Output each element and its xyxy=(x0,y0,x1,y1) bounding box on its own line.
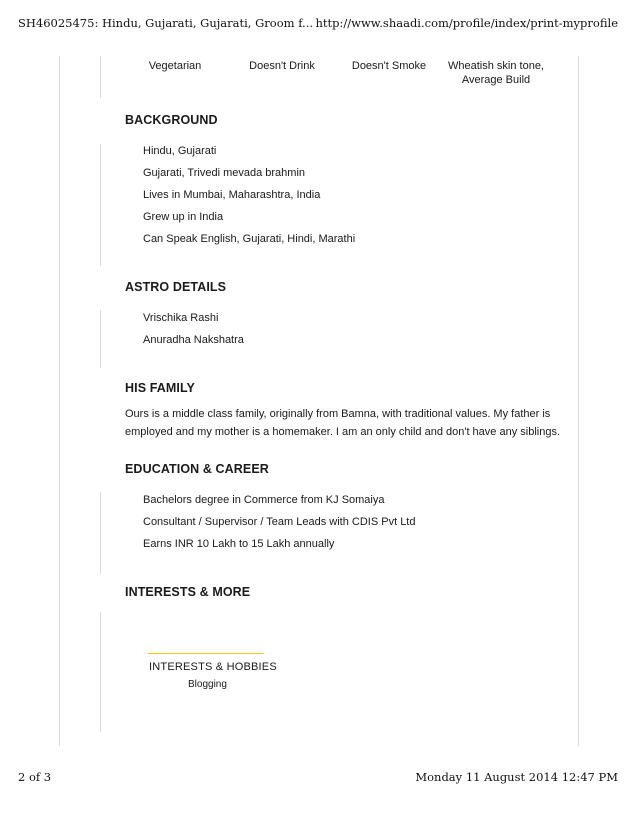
hobbies-heading: INTERESTS & HOBBIES xyxy=(149,661,277,673)
background-item: Grew up in India xyxy=(143,211,224,223)
appearance-line-1: Wheatish skin tone, xyxy=(448,60,544,72)
appearance-value xyxy=(444,59,548,87)
print-header-title: SH46025475: Hindu, Gujarati, Gujarati, Groom f... xyxy=(18,16,314,30)
family-title: HIS FAMILY xyxy=(125,381,195,395)
education-item: Consultant / Supervisor / Team Leads with CDIS Pvt Ltd xyxy=(143,516,416,528)
background-item: Can Speak English, Gujarati, Hindi, Marathi xyxy=(143,233,356,245)
print-datetime: Monday 11 August 2014 12:47 PM xyxy=(415,770,618,784)
print-header xyxy=(0,16,638,34)
education-item: Earns INR 10 Lakh to 15 Lakh annually xyxy=(143,538,335,550)
smoke-value: Doesn't Smoke xyxy=(351,60,427,72)
background-item: Hindu, Gujarati xyxy=(143,145,217,157)
astro-title: ASTRO DETAILS xyxy=(125,280,227,294)
page-left-border xyxy=(59,56,60,746)
print-header-url: http://www.shaadi.com/profile/index/print-myprofile xyxy=(315,16,618,30)
family-description xyxy=(125,405,565,441)
page-right-border xyxy=(578,56,579,746)
astro-item: Vrischika Rashi xyxy=(143,312,219,324)
education-item: Bachelors degree in Commerce from KJ Somaiya xyxy=(143,494,385,506)
background-item: Gujarati, Trivedi mevada brahmin xyxy=(143,167,306,179)
hobby-item: Blogging xyxy=(188,679,227,690)
background-title: BACKGROUND xyxy=(125,113,218,127)
astro-divider xyxy=(100,310,101,368)
interests-title: INTERESTS & MORE xyxy=(125,585,251,599)
background-divider xyxy=(100,144,101,266)
drink-value: Doesn't Drink xyxy=(249,60,315,72)
family-line-2: employed and my mother is a homemaker. I am an only child and don't have any siblings. xyxy=(125,426,560,438)
summary-divider xyxy=(100,56,101,98)
astro-item: Anuradha Nakshatra xyxy=(143,334,244,346)
interests-divider xyxy=(100,612,101,732)
background-item: Lives in Mumbai, Maharashtra, India xyxy=(143,189,321,201)
summary-row xyxy=(118,59,578,99)
diet-value: Vegetarian xyxy=(148,60,202,72)
family-line-1: Ours is a middle class family, originally from Bamna, with traditional values. My father is xyxy=(125,408,551,420)
appearance-line-2: Average Build xyxy=(461,74,531,86)
hobbies-accent-rule xyxy=(148,653,264,654)
page-number: 2 of 3 xyxy=(18,770,52,784)
education-title: EDUCATION & CAREER xyxy=(125,462,269,476)
education-divider xyxy=(100,492,101,574)
print-footer xyxy=(0,770,638,788)
